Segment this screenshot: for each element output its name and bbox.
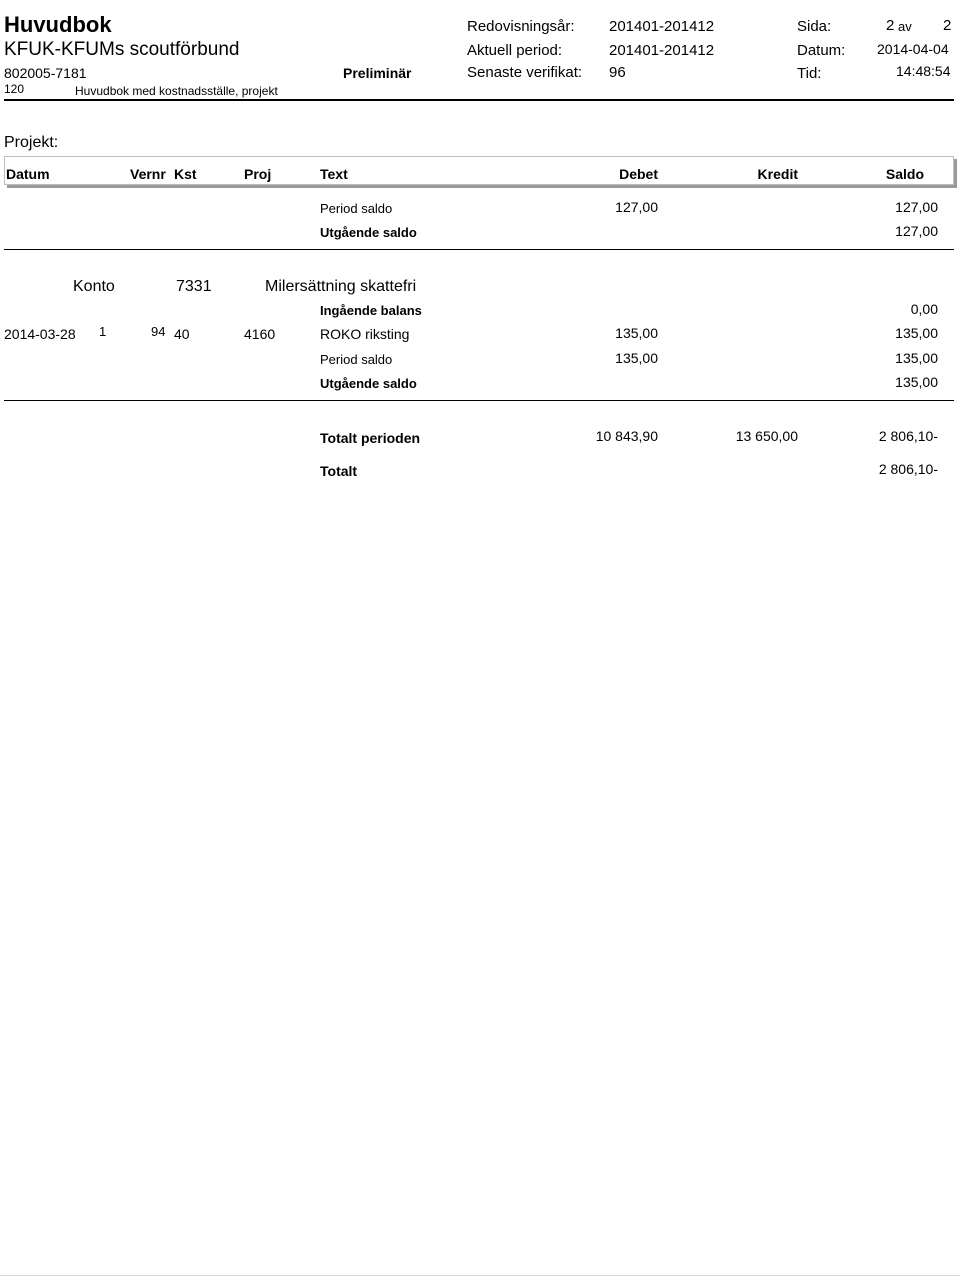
closing-saldo-value: 135,00 (895, 374, 938, 390)
row-debet: 135,00 (615, 325, 658, 341)
prev-period-debet: 127,00 (615, 199, 658, 215)
column-kst: Kst (174, 166, 197, 182)
row-proj: 4160 (244, 326, 276, 342)
account-number: 7331 (176, 278, 212, 295)
row-ver-series: 1 (99, 324, 107, 339)
row-saldo: 135,00 (895, 325, 938, 341)
account-konto-label: Konto (73, 278, 115, 295)
column-proj: Proj (244, 166, 272, 182)
fiscal-year-value: 201401-201412 (609, 18, 715, 35)
account-divider (4, 400, 954, 401)
prev-period-saldo: 127,00 (895, 199, 938, 215)
opening-balance-label: Ingående balans (320, 303, 422, 318)
period-saldo-value: 135,00 (895, 350, 938, 366)
time-value: 14:48:54 (896, 63, 951, 79)
organization-name: KFUK-KFUMs scoutförbund (4, 39, 240, 60)
prev-closing-saldo: 127,00 (895, 223, 938, 239)
row-text: ROKO riksting (320, 326, 410, 342)
report-name: Huvudbok med kostnadsställe, projekt (75, 84, 278, 98)
row-datum: 2014-03-28 (4, 326, 76, 342)
status-label: Preliminär (343, 65, 412, 81)
totals-period-kredit: 13 650,00 (735, 428, 798, 444)
column-kredit: Kredit (757, 166, 798, 182)
column-datum: Datum (6, 166, 50, 182)
fiscal-year-label: Redovisningsår: (467, 18, 575, 35)
totals-period-saldo: 2 806,10- (878, 428, 938, 444)
last-voucher-label: Senaste verifikat: (467, 64, 583, 81)
section-divider (4, 249, 954, 250)
column-saldo: Saldo (885, 166, 924, 182)
header-divider (4, 99, 954, 101)
opening-balance-saldo: 0,00 (910, 301, 938, 317)
totals-period-debet: 10 843,90 (595, 428, 658, 444)
page-total: 2 (943, 17, 952, 34)
page-of: av (898, 19, 912, 34)
period-value: 201401-201412 (609, 42, 715, 59)
page-bottom-edge (0, 1275, 960, 1276)
period-saldo-debet: 135,00 (615, 350, 658, 366)
totals-saldo: 2 806,10- (878, 461, 938, 477)
last-voucher-value: 96 (609, 64, 626, 81)
period-saldo-label: Period saldo (320, 352, 393, 367)
organization-number: 802005-7181 (4, 65, 87, 81)
date-value: 2014-04-04 (877, 41, 949, 57)
column-text: Text (320, 166, 348, 182)
period-label: Aktuell period: (467, 42, 563, 59)
closing-saldo-label: Utgående saldo (320, 376, 417, 391)
prev-period-saldo-label: Period saldo (320, 201, 393, 216)
totals-period-label: Totalt perioden (320, 430, 421, 446)
row-kst: 40 (174, 326, 190, 342)
totals-label: Totalt (320, 463, 358, 479)
page-label: Sida: (797, 18, 832, 35)
date-label: Datum: (797, 42, 846, 59)
row-ver-number: 94 (151, 324, 166, 339)
account-name: Milersättning skattefri (265, 278, 417, 295)
project-label: Projekt: (4, 134, 59, 151)
report-title: Huvudbok (4, 12, 112, 37)
page-current: 2 (886, 17, 895, 34)
time-label: Tid: (797, 65, 822, 82)
column-debet: Debet (619, 166, 658, 182)
report-code: 120 (4, 82, 25, 96)
column-vernr: Vernr (130, 166, 166, 182)
prev-closing-label: Utgående saldo (320, 225, 417, 240)
